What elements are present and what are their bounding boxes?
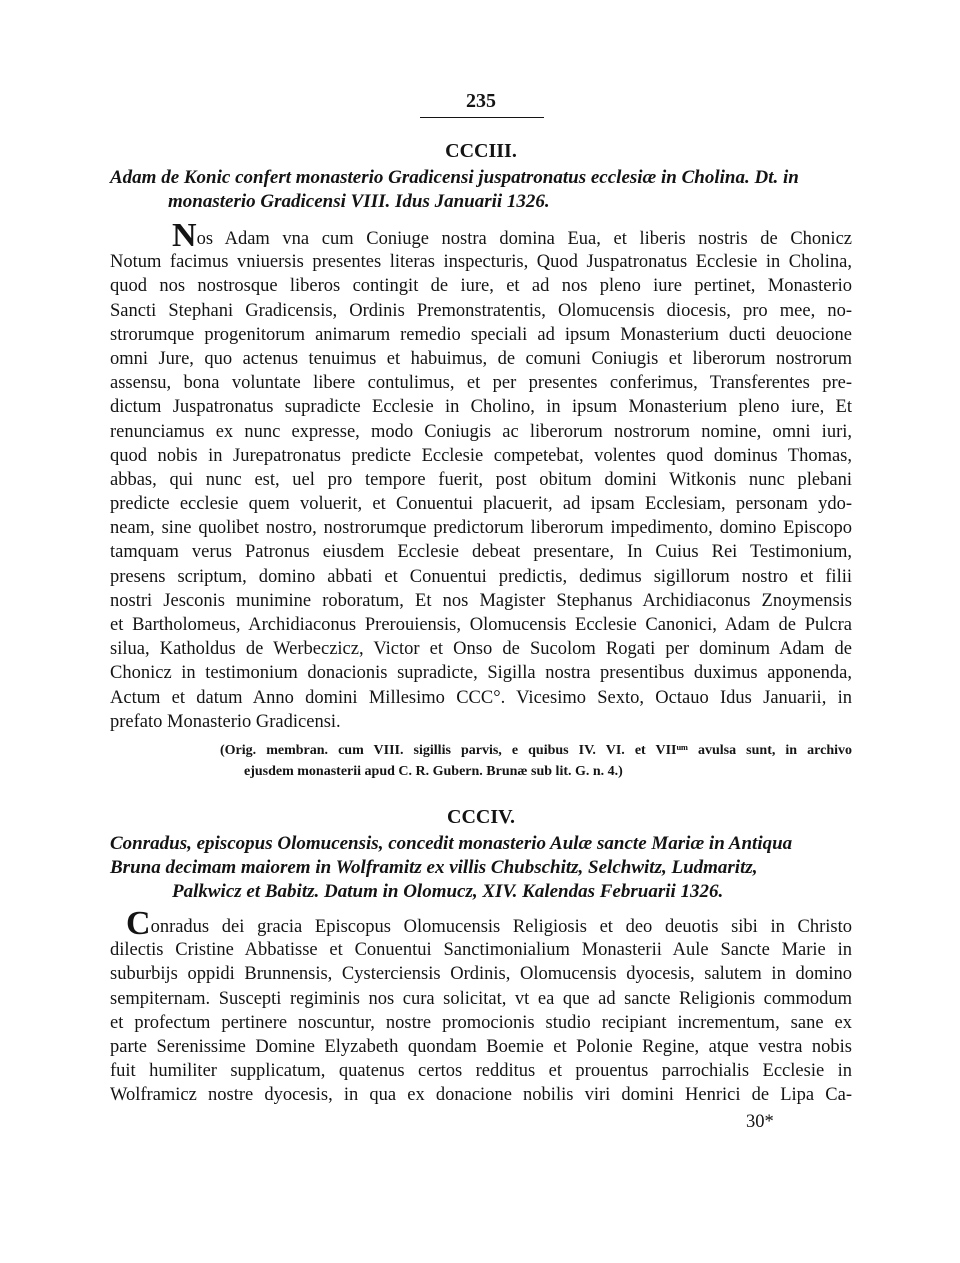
body-line: neam, sine quolibet nostro, nostrorumque predictorum liberorum impedimento, domino Episcopo [110,518,852,539]
body-line: suburbijs oppidi Brunnensis, Cysterciensis Ordinis, Olomucensis dyocesis, salutem in domino [110,964,852,985]
body-line: fuit humiliter supplicatum, quatenus certos redditus et prouentus parrochialis Ecclesie in [110,1061,852,1082]
title-line: monasterio Gradicensi VIII. Idus Januarii 1326. [168,191,550,212]
body-line: tamquam verus Patronus eiusdem Ecclesie debeat presentare, In Cuius Rei Testimonium, [110,542,852,563]
body-first-line [110,217,852,254]
body-line: assensu, bona voluntate libere contulimus, et per presentes conferimus, Transferentes pre- [110,373,852,394]
body-first-line-text: os Adam vna cum Coniuge nostra domina Eua, et liberis nostris de Chonicz [196,229,852,249]
initial-letter: C [126,905,151,942]
page-number: 235 [466,90,496,112]
source-line: (Orig. membran. cum VIII. sigillis parvis, e quibus IV. VI. et VIIᵘᵐ avulsa sunt, in archivo [220,743,852,758]
document-body-ccciv [110,905,852,1108]
body-line: sempiternam. Suscepti regiminis nos cura solicitat, vt ea que ad sancte Religionis commodum [110,988,852,1009]
document-number-ccciv: CCCIV. [447,806,515,828]
signature-mark: 30* [746,1112,774,1132]
body-line: et profectum pertinere noscuntur, nostre promocionis studio recipiant incrementum, sane ex [110,1012,852,1033]
body-line: Actum et datum Anno domini Millesimo CCC°. Vicesimo Sexto, Octauo Idus Januarii, in [110,687,852,708]
body-line: et Bartholomeus, Archidiaconus Prerouiensis, Olomucensis Ecclesie Canonici, Adam de Pulcra [110,615,852,635]
document-number-ccciii: CCCIII. [445,140,517,162]
body-line: predicte ecclesie quem voluerit, et Conuentui placuerit, ad ipsam Ecclesiam, personam ydo- [110,494,852,515]
document-title-ccciii [110,166,852,214]
body-line: dictum Juspatronatus supradicte Ecclesie in Cholino, in ipsum Monasterium pleno iure, Et [110,397,852,418]
body-line: renunciamus ex nunc expresse, modo Coniugis ac liberorum nostrorum nomine, omni iuri, [110,421,852,442]
title-line: Conradus, episcopus Olomucensis, concedit monasterio Aulæ sancte Mariæ in Antiqua [110,833,793,854]
body-first-line-text: onradus dei gracia Episcopus Olomucensis Religiosis et deo deuotis sibi in Christo [150,917,852,937]
document-title-ccciv [110,832,852,904]
body-line: omni Jure, quo actenus tenuimus et habuimus, de comuni Coniugis et liberorum nostrorum [110,348,852,369]
title-line: Palkwicz et Babitz. Datum in Olomucz, XIV. Kalendas Februarii 1326. [172,881,724,902]
source-note-ccciii [220,740,852,782]
body-line: nostri Jesconis munimine roboratum, Et nos Magister Stephanus Archidiaconus Znoymensis [110,590,852,611]
body-last-line: prefato Monasterio Gradicensi. [110,711,341,732]
body-line: Sancti Stephani Gradicensis, Ordinis Premonstratentis, Olomucensis diocesis, pro mee, no- [110,300,852,321]
body-first-line [110,905,852,942]
body-line: Chonicz in testimonium donacionis supradicte, Sigilla nostra presentibus duximus apponenda, [110,663,852,684]
document-body-ccciii [110,217,852,734]
body-line: Notum facimus vniuersis presentes literas inspecturis, Quod Juspatronatus Ecclesie in Cholina, [110,252,852,273]
body-line: quod nos nostrosque liberos contingit de iure, et ad nos pleno iure pertinet, Monasterio [110,276,852,297]
title-line: Adam de Konic confert monasterio Gradicensi juspatronatus ecclesiæ in Cholina. Dt. in [110,167,799,188]
body-line: Wolframicz nostre dyocesis, in qua ex donacione nobilis viri domini Henrici de Lipa Ca- [110,1085,852,1106]
source-line: ejusdem monasterii apud C. R. Gubern. Brunæ sub lit. G. n. 4.) [244,764,623,779]
body-line: dilectis Cristine Abbatisse et Conuentui Sanctimonialium Monasterii Aule Sancte Marie in [110,940,852,961]
body-line: quod nobis in Jurepatronatus predicte Ecclesie competebat, volentes quod dominus Thomas, [110,445,852,466]
body-line: strorumque progenitorum animarum remedio speciali ad ipsum Monasterium ducti deuocione [110,324,852,345]
initial-letter: N [172,217,197,254]
header-rule [420,117,544,118]
title-line: Bruna decimam maiorem in Wolframitz ex villis Chubschitz, Selchwitz, Ludmaritz, [110,857,758,878]
body-line: parte Serenissime Domine Elyzabeth quondam Boemie et Polonie Regine, atque vestra nobis [110,1036,852,1057]
document-page [110,0,852,1263]
body-line: abbas, qui nunc est, uel pro tempore fuerit, post obitum domini Witkonis nunc plebani [110,469,852,490]
body-line: silua, Katholdus de Werbeczicz, Victor et Onso de Sucolom Rogati per dominum Adam de [110,639,852,660]
body-line: presens scriptum, domino abbati et Conuentui predictis, dedimus sigillorum nostro et filii [110,566,852,587]
